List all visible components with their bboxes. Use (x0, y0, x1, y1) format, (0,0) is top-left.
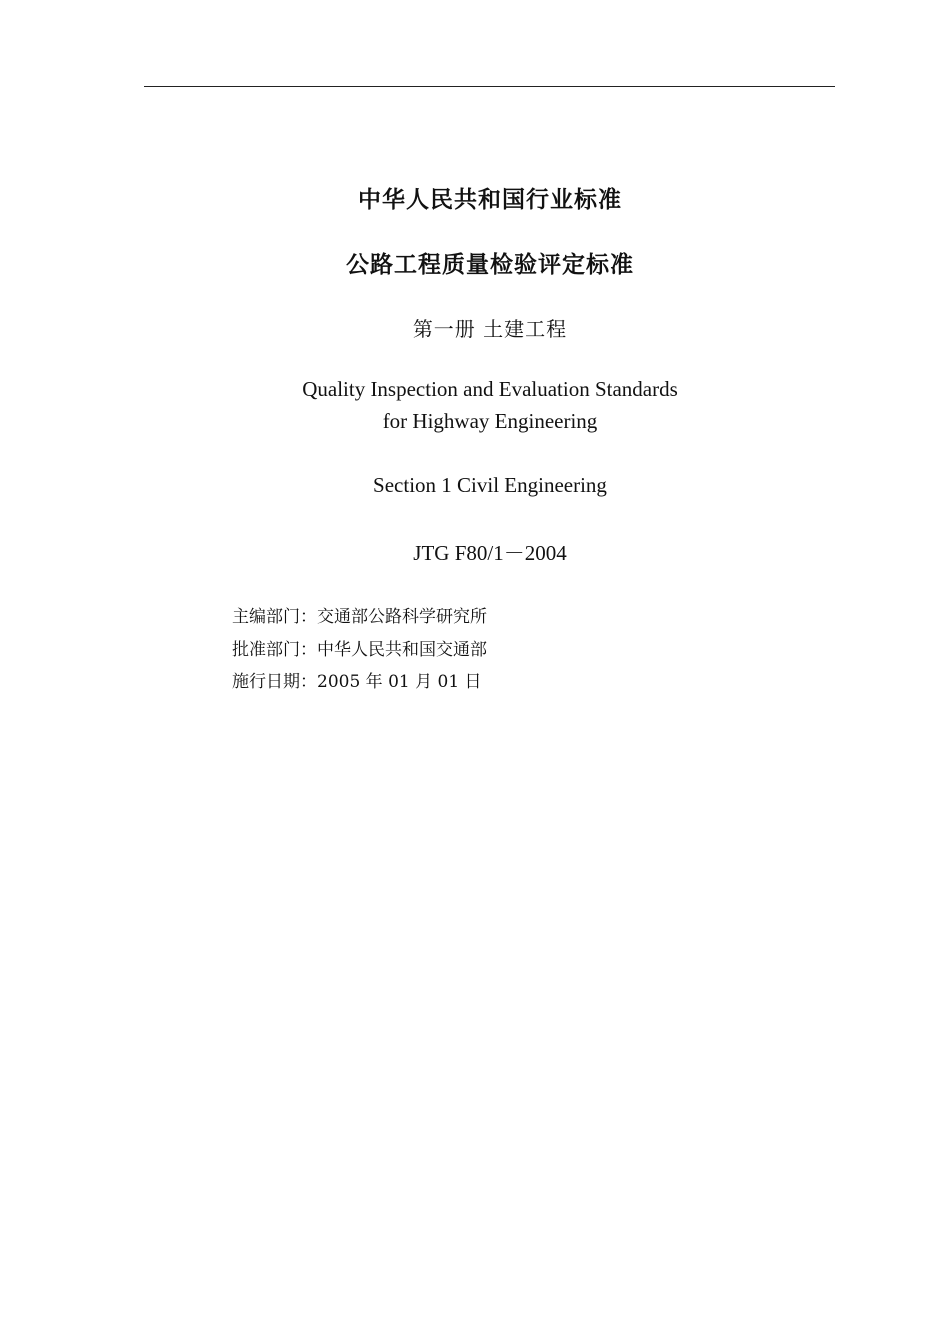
english-section-title: Section 1 Civil Engineering (373, 473, 607, 497)
approval-department: 批准部门：中华人民共和国交通部 (232, 640, 487, 660)
standard-title-cn: 公路工程质量检验评定标准 (346, 252, 634, 278)
effective-date: 施行日期：2005 年 01 月 01 日 (232, 672, 482, 692)
english-title-line-1: Quality Inspection and Evaluation Standards (302, 377, 678, 401)
top-rule (144, 86, 835, 87)
industry-standard-title: 中华人民共和国行业标准 (358, 187, 622, 213)
english-title-line-2: for Highway Engineering (382, 409, 598, 433)
standard-code: JTG F80/1－2004 (413, 541, 567, 565)
volume-title-cn: 第一册 土建工程 (412, 317, 568, 341)
editor-department: 主编部门：交通部公路科学研究所 (232, 607, 487, 627)
